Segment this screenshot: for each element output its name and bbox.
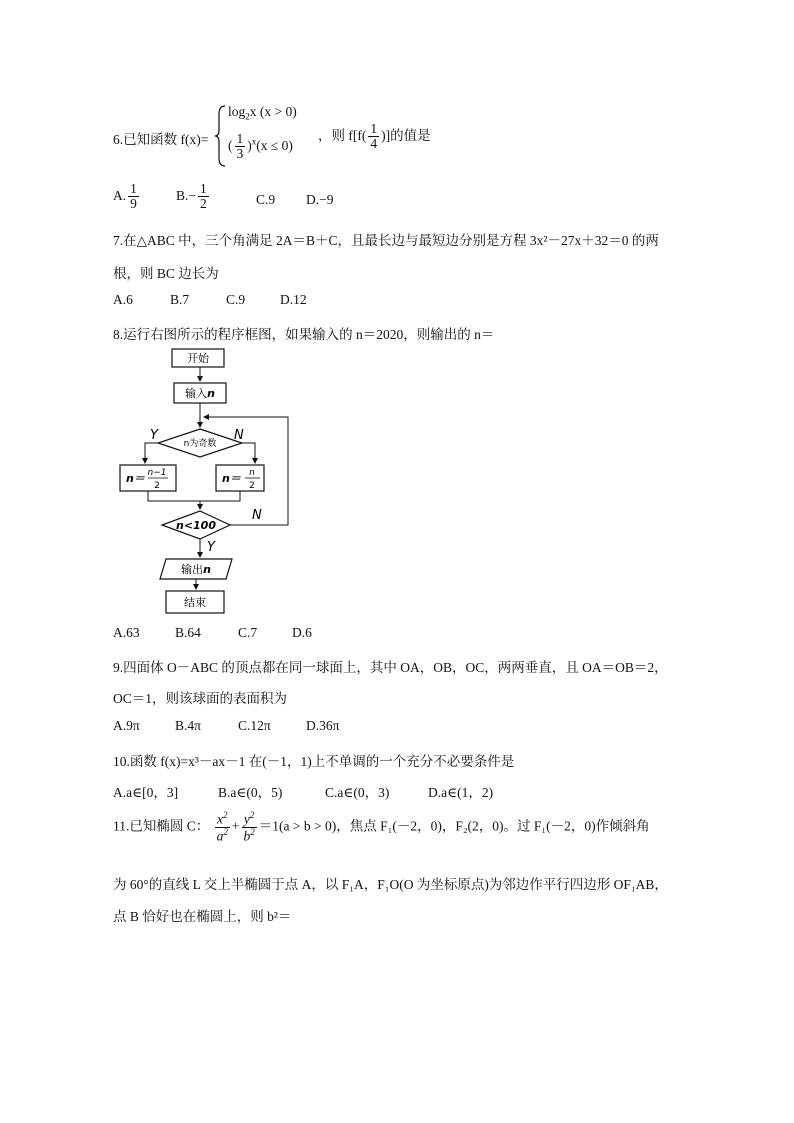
q10-option-b: B.a∈(0，5) bbox=[218, 785, 283, 800]
flow-even-den: 2 bbox=[249, 481, 255, 491]
q10-option-d: D.a∈(1，2) bbox=[428, 785, 494, 800]
q6-option-c: C.9 bbox=[256, 192, 276, 207]
flow-input-label: 输入n bbox=[185, 387, 215, 400]
q8-option-b: B.64 bbox=[175, 625, 201, 640]
flow-even-num: n bbox=[249, 468, 255, 478]
flow-odd-num: n−1 bbox=[147, 468, 167, 478]
q8-line-1: 8.运行右图所示的程序框图，如果输入的 n＝2020，则输出的 n＝ bbox=[113, 327, 495, 342]
q11-line-3: 点 B 恰好也在椭圆上，则 b²＝ bbox=[113, 909, 292, 924]
q9-line-1: 9.四面体 O－ABC 的顶点都在同一球面上，其中 OA，OB，OC，两两垂直，且 OA＝OB＝2， bbox=[113, 660, 668, 675]
q7-option-d: D.12 bbox=[280, 292, 307, 307]
flow-odd-den: 2 bbox=[154, 481, 160, 491]
piece-2: ( $\frac{1}{3}$ )$^x$(x ≤ 0) bbox=[228, 131, 293, 162]
q6-option-b: B.− $\frac{1}{2}$ bbox=[176, 181, 207, 212]
q8-option-d: D.6 bbox=[292, 625, 312, 640]
q9-line-2: OC＝1，则该球面的表面积为 bbox=[113, 691, 288, 706]
q10-option-a: A.a∈[0，3] bbox=[113, 785, 179, 800]
q7-option-c: C.9 bbox=[226, 292, 246, 307]
q6-prefix: 6.已知函数 f(x)= bbox=[113, 132, 209, 147]
flow-yes-1: Y bbox=[150, 428, 158, 443]
q11-line-2: 为 60°的直线 L 交上半椭圆于点 A，以 F₁A，F₁O(O 为坐标原点)为邻边作平行四边形 OF₁AB， bbox=[113, 877, 668, 892]
flowchart bbox=[110, 345, 300, 620]
q8-option-a: A.63 bbox=[113, 625, 140, 640]
q6-option-d: D.−9 bbox=[306, 192, 334, 207]
flow-start-label: 开始 bbox=[187, 352, 209, 365]
piece-1: $\log_2x$ (x > 0) bbox=[228, 104, 297, 122]
q6-suffix: ，则 f[f( $\frac{1}{4}$ )]的值是 bbox=[318, 121, 431, 152]
q7-option-a: A.6 bbox=[113, 292, 133, 307]
q7-option-b: B.7 bbox=[170, 292, 190, 307]
q11-line-1: 11.已知椭圆 C： $\frac{x^2}{a^2}$ + $\frac{y^2}{b^2}$ ＝1(a > b > 0)，焦点 F₁(－2，0)，F₂(2，0)。过 F₁(－2，0)作倾斜角 bbox=[113, 810, 650, 844]
ellipse-x-term: $\frac{x^2}{a^2}$ bbox=[216, 810, 228, 844]
piecewise-brace bbox=[215, 104, 227, 168]
q9-option-a: A.9π bbox=[113, 718, 140, 733]
q9-option-d: D.36π bbox=[306, 718, 340, 733]
flow-decision-less-label: n<100 bbox=[175, 519, 217, 532]
flow-decision-odd-label: n为奇数 bbox=[183, 439, 217, 449]
q7-line-2: 根，则 BC 边长为 bbox=[113, 266, 219, 281]
flow-end-label: 结束 bbox=[184, 596, 206, 609]
q10-line-1: 10.函数 f(x)=x³－ax－1 在(－1，1)上不单调的一个充分不必要条件是 bbox=[113, 754, 515, 769]
flow-output-label: 输出n bbox=[181, 563, 211, 576]
q6-option-a: A. $\frac{1}{9}$ bbox=[113, 181, 137, 212]
q8-option-c: C.7 bbox=[238, 625, 258, 640]
q7-line-1: 7.在△ABC 中，三个角满足 2A＝B＋C，且最长边与最短边分别是方程 3x²－27x＋32＝0 的两 bbox=[113, 233, 659, 248]
flow-no-2: N bbox=[252, 508, 262, 523]
q9-option-b: B.4π bbox=[175, 718, 201, 733]
q9-option-c: C.12π bbox=[238, 718, 271, 733]
flow-no-1: N bbox=[234, 428, 244, 443]
q10-option-c: C.a∈(0，3) bbox=[325, 785, 390, 800]
ellipse-y-term: $\frac{y^2}{b^2}$ bbox=[243, 810, 255, 844]
flow-yes-2: Y bbox=[207, 540, 215, 555]
flow-odd-lhs: n＝ bbox=[126, 472, 145, 485]
flow-even-lhs: n＝ bbox=[222, 472, 241, 485]
